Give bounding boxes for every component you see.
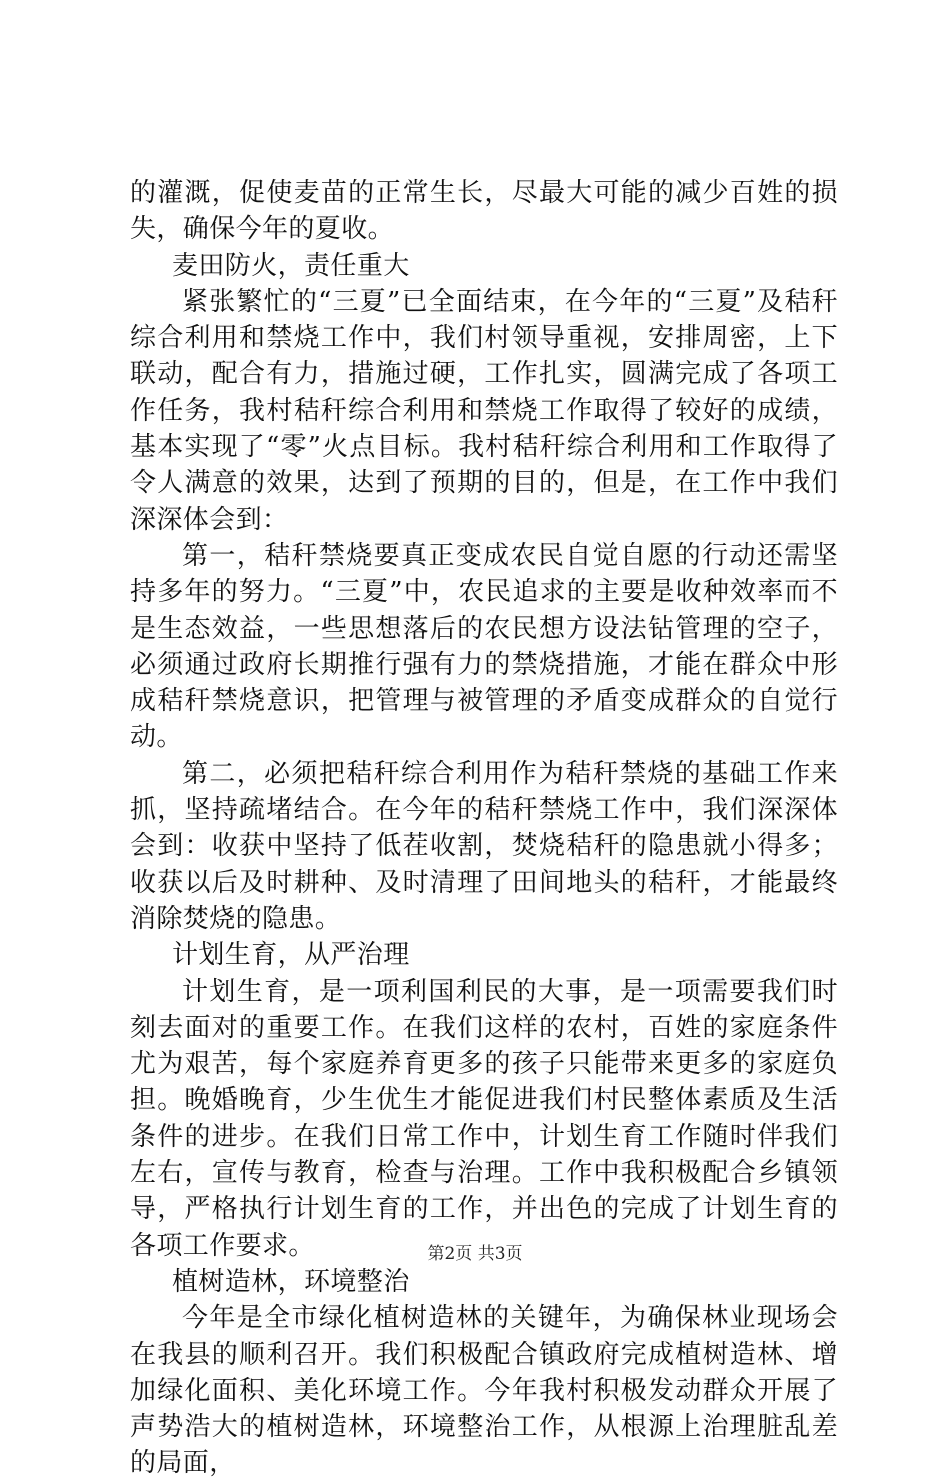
paragraph-point-two: 第二，必须把秸秆综合利用作为秸秆禁烧的基础工作来抓，坚持疏堵结合。在今年的秸秆禁烧工作中，我们深深体会到：收获中坚持了低茬收割，焚烧秸秆的隐患就小得多；收获以后及时耕种、及时清理了田间地头的秸秆，才能最终消除焚烧的隐患。 <box>130 758 838 934</box>
paragraph-continuation: 的灌溉，促使麦苗的正常生长，尽最大可能的减少百姓的损失，确保今年的夏收。 <box>130 178 838 245</box>
page-number-indicator: 第2页 共3页 <box>427 1244 523 1264</box>
section-heading-afforestation: 植树造林，环境整治 <box>172 1266 410 1297</box>
paragraph-afforestation: 今年是全市绿化植树造林的关键年，为确保林业现场会在我县的顺利召开。我们积极配合镇政府完成植树造林、增加绿化面积、美化环境工作。今年我村积极发动群众开展了声势浩大的植树造林，环境整治工作，从根源上治理脏乱差的局面， <box>130 1303 838 1479</box>
section-heading-fire-prevention: 麦田防火，责任重大 <box>172 250 410 281</box>
paragraph-family-planning: 计划生育，是一项利国利民的大事，是一项需要我们时刻去面对的重要工作。在我们这样的农村，百姓的家庭条件尤为艰苦，每个家庭养育更多的孩子只能带来更多的家庭负担。晚婚晚育，少生优生才能促进我们村民整体素质及生活条件的进步。在我们日常工作中，计划生育工作随时伴我们左右，宣传与教育，检查与治理。工作中我积极配合乡镇领导，严格执行计划生育的工作，并出色的完成了计划生育的各项工作要求。 <box>130 976 838 1261</box>
section-heading-family-planning: 计划生育，从严治理 <box>172 940 410 971</box>
paragraph-point-one: 第一，秸秆禁烧要真正变成农民自觉自愿的行动还需坚持多年的努力。“三夏”中，农民追求的主要是收种效率而不是生态效益，一些思想落后的农民想方设法钻管理的空子，必须通过政府长期推行强有力的禁烧措施，才能在群众中形成秸秆禁烧意识，把管理与被管理的矛盾变成群众的自觉行动。 <box>130 540 838 753</box>
page-footer <box>0 1242 950 1266</box>
document-body <box>130 175 838 1482</box>
paragraph-summer-summary: 紧张繁忙的“三夏”已全面结束，在今年的“三夏”及秸秆综合利用和禁烧工作中，我们村领导重视，安排周密，上下联动，配合有力，措施过硬，工作扎实，圆满完成了各项工作任务，我村秸秆综合利用和禁烧工作取得了较好的成绩，基本实现了“零”火点目标。我村秸秆综合利用和工作取得了令人满意的效果，达到了预期的目的，但是，在工作中我们深深体会到： <box>130 286 838 535</box>
